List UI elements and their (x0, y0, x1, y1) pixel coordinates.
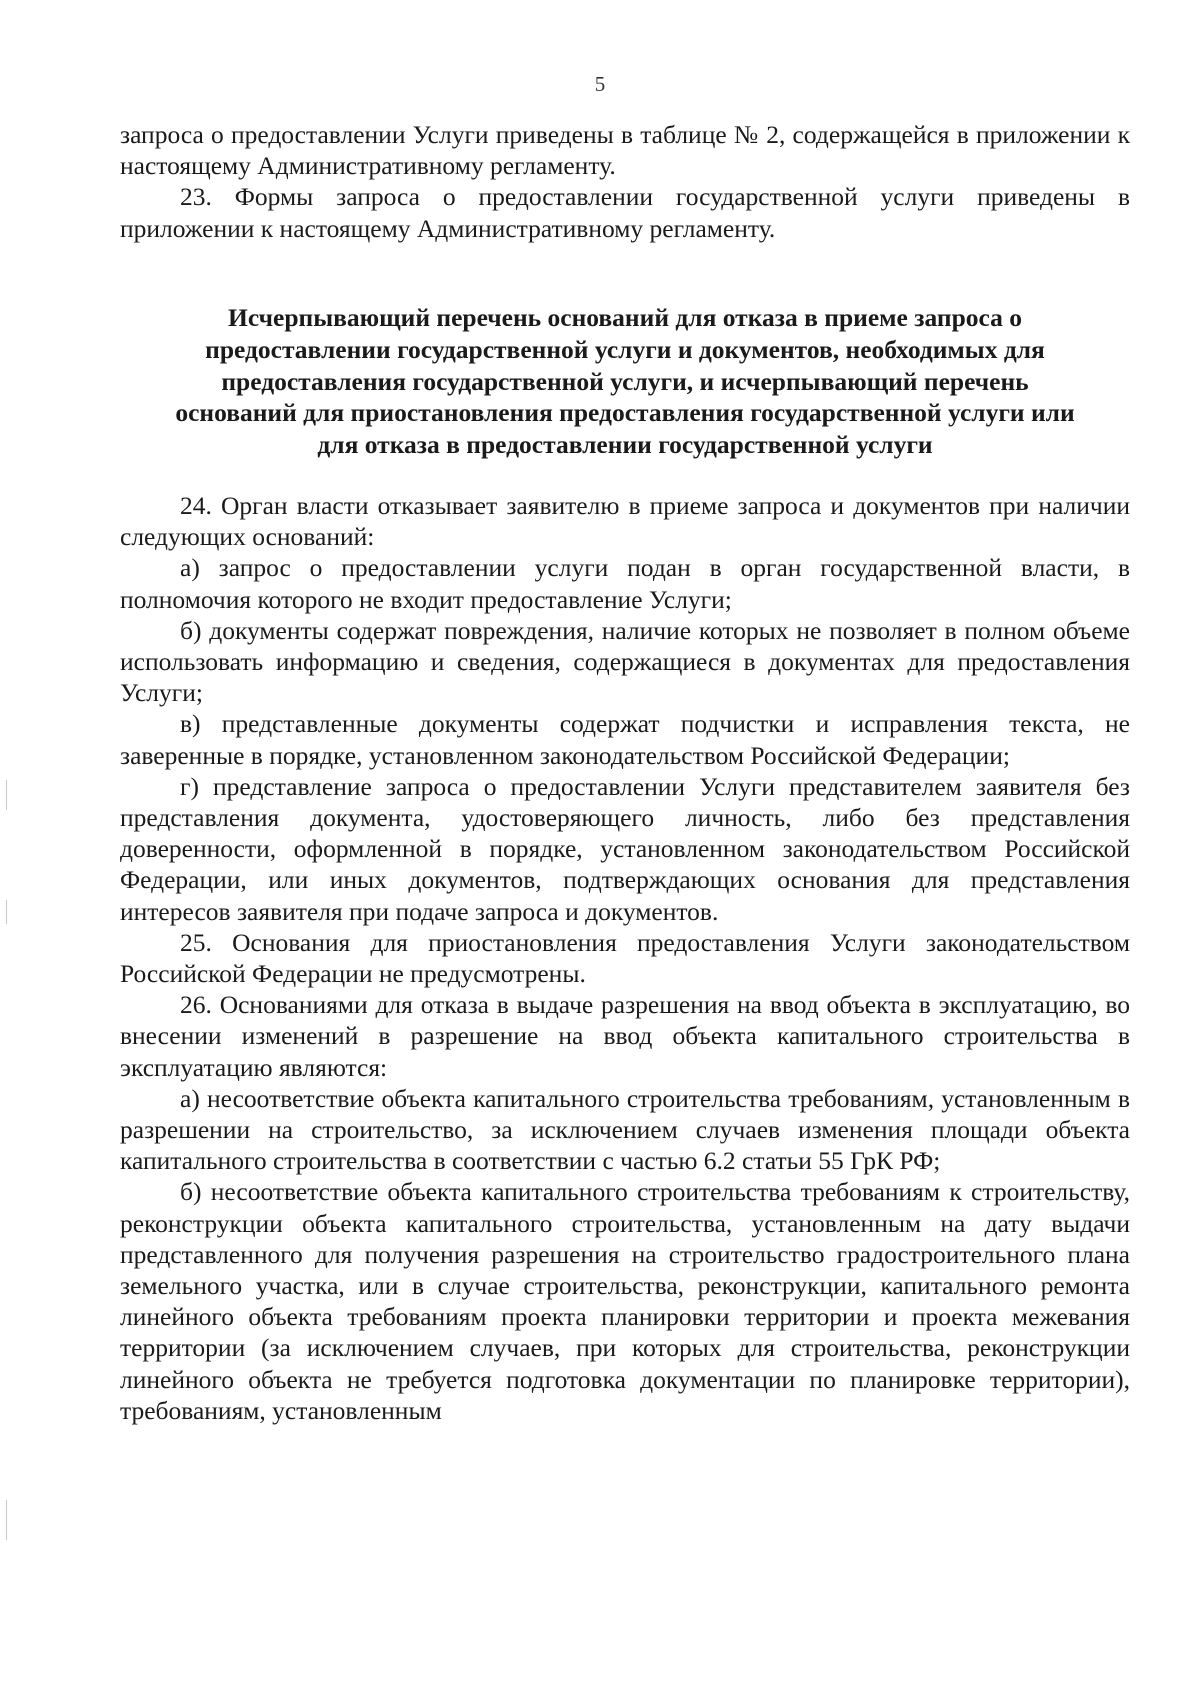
paragraph-25: 25. Основания для приостановления предоставления Услуги законодательством Российской Федерации не предусмотрены. (120, 927, 1130, 989)
heading-line: предоставления государственной услуги, и исчерпывающий перечень (221, 366, 1029, 396)
paragraph-26-b: б) несоответствие объекта капитального строительства требованиям к строительству, реконструкции объекта капитального строительства, установленным на дату выдачи представленного для получения разрешения на строительство градостроительного плана земельного участка, или в случае строительства, реконструкции, капитального ремонта линейного объекта требованиям проекта планировки территории и проекта межевания территории (за исключением случаев, при которых для строительства, реконструкции линейного объекта не требуется подготовка документации по планировке территории), требованиям, установленным (120, 1177, 1130, 1425)
paragraph-26-a: а) несоответствие объекта капитального строительства требованиям, установленным в разрешении на строительство, за исключением случаев изменения площади объекта капитального строительства в соответствии с частью 6.2 статьи 55 ГрК РФ; (120, 1083, 1130, 1176)
heading-line: для отказа в предоставлении государственной услуги (317, 430, 933, 460)
paragraph-24-v: в) представленные документы содержат подчистки и исправления текста, не заверенные в порядке, установленном законодательством Российской Федерации; (120, 709, 1130, 770)
heading-line: Исчерпывающий перечень оснований для отказа в приеме запроса о (227, 303, 1023, 332)
scan-margin-mark (6, 780, 7, 810)
body-text-block (120, 490, 1130, 1426)
page-number: 5 (594, 72, 606, 96)
paragraph-23: 23. Формы запроса о предоставлении государственной услуги приведены в приложении к настоящему Административному регламенту. (120, 182, 1130, 243)
paragraph-24-b: б) документы содержат повреждения, наличие которых не позволяет в полном объеме использовать информацию и сведения, содержащиеся в документах для предоставления Услуги; (120, 615, 1130, 708)
section-heading (120, 302, 1130, 461)
scan-margin-mark (6, 1500, 7, 1540)
scan-margin-mark (6, 900, 7, 924)
heading-line: предоставлении государственной услуги и документов, необходимых для (205, 334, 1045, 364)
heading-line: оснований для приостановления предоставления государственной услуги или (175, 398, 1075, 428)
paragraph-24-a: а) запрос о предоставлении услуги подан в орган государственной власти, в полномочия которого не входит предоставление Услуги; (120, 553, 1130, 614)
continued-paragraph: запроса о предоставлении Услуги приведены в таблице № 2, содержащейся в приложении к настоящему Административному регламенту. (120, 120, 1130, 181)
paragraph-24-g: г) представление запроса о предоставлении Услуги представителем заявителя без представления документа, удостоверяющего личность, либо без представления доверенности, оформленной в порядке, установленном законодательством Российской Федерации, или иных документов, подтверждающих основания для представления интересов заявителя при подаче запроса и документов. (120, 771, 1130, 926)
top-text-block (120, 119, 1130, 244)
paragraph-24: 24. Орган власти отказывает заявителю в приеме запроса и документов при наличии следующих оснований: (120, 491, 1130, 552)
paragraph-26: 26. Основаниями для отказа в выдаче разрешения на ввод объекта в эксплуатацию, во внесении изменений в разрешение на ввод объекта капитального строительства в эксплуатацию являются: (120, 990, 1130, 1082)
